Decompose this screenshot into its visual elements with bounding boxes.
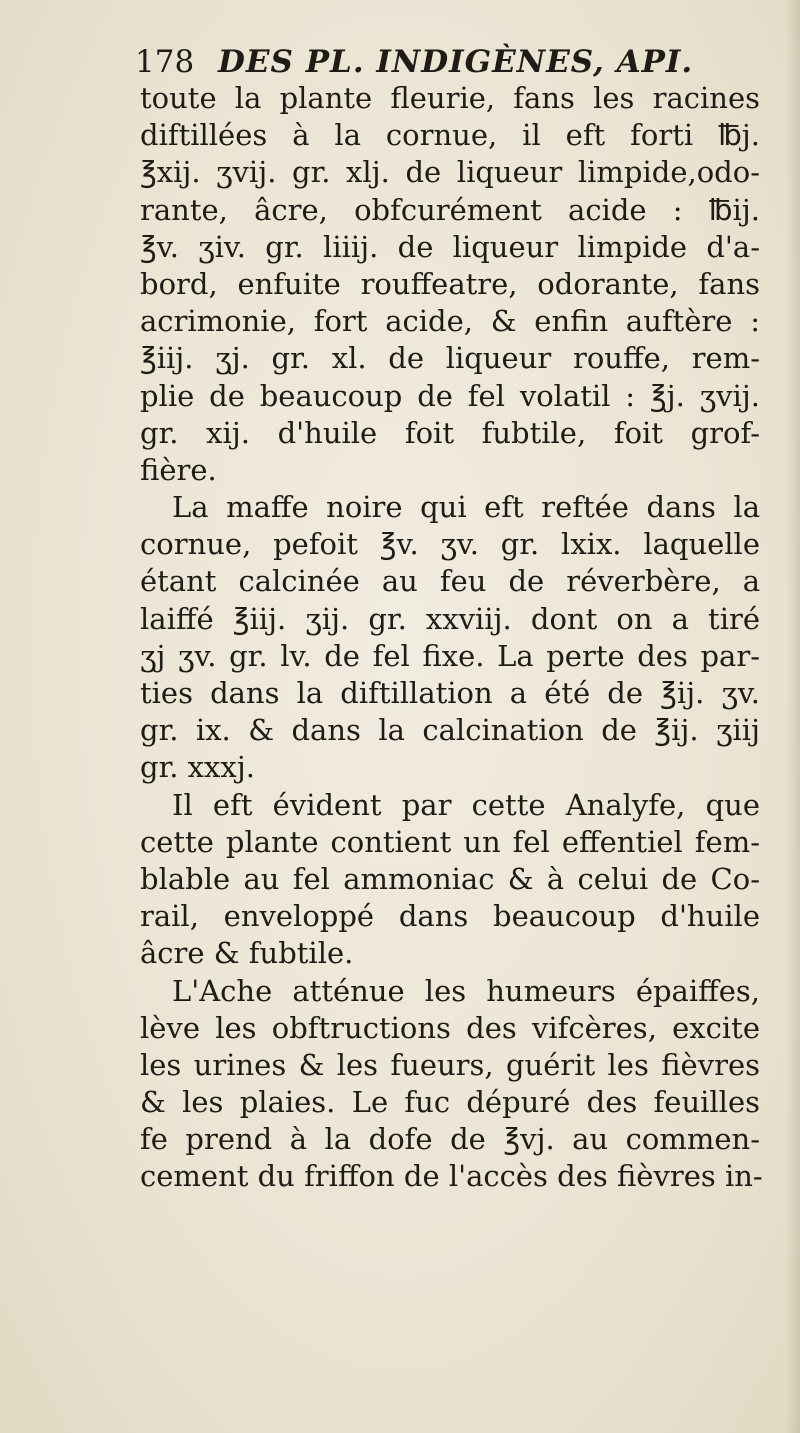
text-line: La maffe noire qui eft reftée dans la [172, 490, 760, 525]
text-line: cette plante contient un fel effentiel fem- [140, 824, 760, 859]
text-line: blable au fel ammoniac & à celui de Co- [140, 861, 760, 896]
text-line: laiffé ℥iij. ʒij. gr. xxviij. dont on a tiré [140, 601, 760, 636]
body-text [140, 80, 763, 1196]
text-line: L'Ache atténue les humeurs épaiffes, [172, 973, 760, 1008]
text-line: rail, enveloppé dans beaucoup d'huile [140, 899, 760, 934]
text-line: ℥v. ʒiv. gr. liiij. de liqueur limpide d'a- [140, 229, 760, 264]
running-header [135, 38, 775, 86]
text-line: ℥xij. ʒvij. gr. xlj. de liqueur limpide,odo- [140, 155, 760, 190]
page-edge-shadow [786, 0, 800, 1433]
text-line: gr. ix. & dans la calcination de ℥ij. ʒiij [140, 713, 760, 748]
text-line: rante, âcre, obfcurément acide : ℔ij. [140, 192, 760, 227]
text-line: toute la plante fleurie, fans les racines [140, 81, 760, 115]
text-line: fe prend à la dofe de ℥vj. au commen- [140, 1122, 760, 1157]
paragraph [140, 787, 760, 973]
text-line: cement du friffon de l'accès des fièvres in- [140, 1159, 763, 1194]
text-line: lève les obftructions des vifcères, excite [140, 1010, 760, 1045]
text-line: fière. [140, 452, 217, 487]
text-line: gr. xxxj. [140, 750, 255, 785]
text-line: diftillées à la cornue, il eft forti ℔j. [140, 118, 760, 153]
running-title: DES PL. INDIGÈNES, API. [218, 44, 694, 80]
text-line: étant calcinée au feu de réverbère, a [140, 564, 760, 599]
paragraph [140, 973, 763, 1196]
text-line: les urines & les fueurs, guérit les fièvres [140, 1047, 760, 1082]
text-line: ℥iij. ʒj. gr. xl. de liqueur rouffe, rem- [140, 341, 760, 376]
text-line: & les plaies. Le fuc dépuré des feuilles [140, 1085, 760, 1120]
text-line: ties dans la diftillation a été de ℥ij. ʒv. [140, 676, 760, 710]
text-line: Il eft évident par cette Analyfe, que [172, 787, 760, 822]
paragraph [140, 489, 760, 787]
text-line: ʒj ʒv. gr. lv. de fel fixe. La perte des par- [140, 638, 760, 673]
text-line: gr. xij. d'huile foit fubtile, foit grof- [140, 415, 760, 450]
text-line: acrimonie, fort acide, & enfin auftère : [140, 304, 760, 339]
text-line: plie de beaucoup de fel volatil : ℥j. ʒvij. [140, 378, 760, 413]
paragraph [140, 80, 760, 489]
page-number: 178 [135, 44, 195, 80]
text-line: cornue, pefoit ℥v. ʒv. gr. lxix. laquelle [140, 527, 760, 562]
text-line: bord, enfuite rouffeatre, odorante, fans [140, 266, 760, 301]
text-line: âcre & fubtile. [140, 936, 354, 971]
